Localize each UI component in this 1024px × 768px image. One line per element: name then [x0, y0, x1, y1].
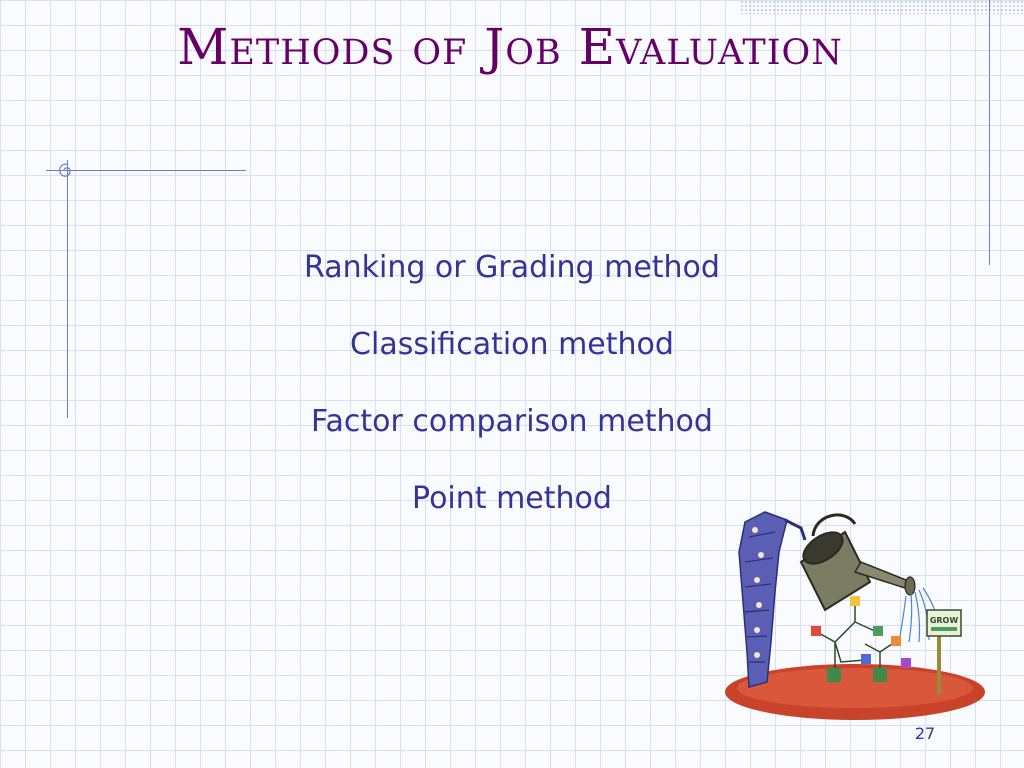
right-accent-line [989, 0, 990, 265]
method-item-ranking: Ranking or Grading method [304, 250, 720, 285]
left-vertical-accent-line [67, 160, 68, 418]
top-dotted-bar [740, 0, 1024, 14]
watering-can-growth-clipart-icon [705, 492, 990, 722]
method-item-point: Point method [412, 481, 612, 516]
method-item-classification: Classification method [350, 327, 674, 362]
figure-tower [739, 512, 805, 687]
watering-can [798, 515, 915, 610]
slide-title: Methods of Job Evaluation [177, 18, 843, 76]
grow-sign-text: GROW [929, 616, 959, 625]
page-number: 27 [914, 724, 936, 743]
curl-ornament-icon [55, 160, 75, 180]
left-horizontal-accent-line [46, 170, 246, 171]
method-item-factor-comparison: Factor comparison method [311, 404, 713, 439]
